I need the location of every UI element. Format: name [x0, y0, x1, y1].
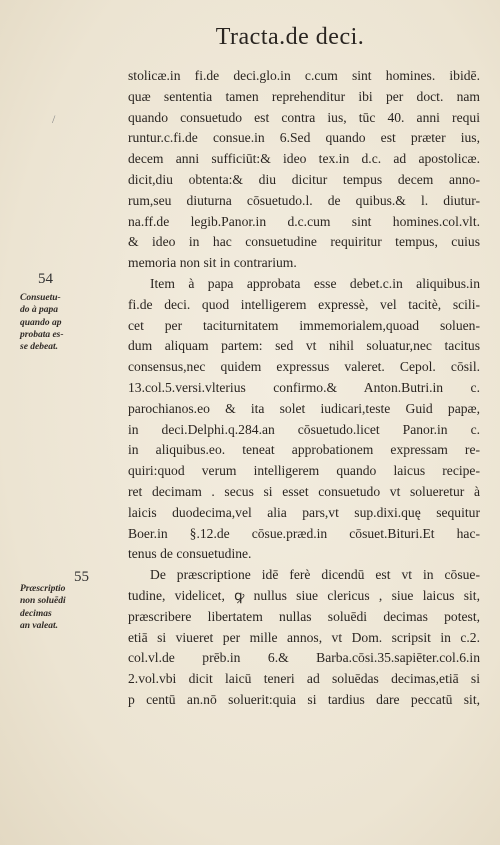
marginal-note-line: Præscriptio	[20, 584, 66, 594]
text-line: memoria non sit in contrarium.	[128, 255, 297, 271]
text-line: ret decimam . secus si esset consuetudo vt solueretur à	[128, 483, 480, 499]
running-header: Tracta.de deci.	[215, 24, 365, 50]
text-line: tenus de consuetudine.	[128, 546, 252, 562]
text-line: dum aliquam partem: sed vt nihil soluatur,nec tacitus	[128, 338, 480, 354]
paragraph-start-line: Item à papa approbata esse debet.c.in aliquibus.in	[150, 275, 480, 291]
section-number: 54	[38, 271, 53, 287]
marginal-note	[20, 292, 124, 353]
marginal-note-line: probata es-	[20, 329, 64, 340]
text-line: etiā si viueret per mille annos, vt Dom. scripsit in c.2.	[128, 629, 480, 645]
text-line: stolicæ.in fi.de deci.glo.in c.cum sint homines. ibidē.	[128, 68, 480, 83]
marginal-note-line: se debeat.	[20, 342, 58, 353]
text-line: parochianos.eo & ita solet iudicari,teste Guid papæ,	[128, 400, 480, 416]
text-line: rum,seu diuturna cōsuetudo.l. de quibus.& l. diutur-	[128, 192, 480, 208]
marginal-note-line: Consuetu-	[20, 293, 61, 303]
text-line: runtur.c.fi.de consue.in 6.Sed quando est præter ius,	[128, 130, 480, 146]
text-line: p centū an.nō soluerit:quia si tardius dare peccatū sit,	[128, 691, 480, 707]
text-line: cet per taciturnitatem immemorialem,quoad soluen-	[128, 317, 480, 333]
text-line: quiri:quod verum intelligerem quando laicus recipe-	[128, 463, 480, 479]
marginal-note-line: non soluēdi	[20, 596, 66, 607]
marginal-note-line: an valeat.	[20, 620, 58, 631]
text-line: 2.vol.vbi dicit laicū teneri ad soluēdas decimas,etiā si	[128, 671, 480, 687]
text-line: in aliquibus.eo. teneat approbationem expressam re-	[128, 442, 480, 458]
paragraph-start-line: De præscriptione idē ferè dicendū est vt in cōsue-	[150, 567, 480, 583]
marginal-note-line: quando ap	[20, 317, 62, 328]
text-line: 13.col.5.versi.vlterius confirmo.& Anton.Butri.in c.	[128, 379, 480, 395]
marginal-note-line: do à papa	[20, 305, 58, 316]
text-line: quæ sententia tamen reprehenditur ibi per doct. nam	[128, 88, 480, 104]
text-line: & ideo in hac consuetudine requiritur tempus, cuius	[128, 234, 480, 250]
text-line: dicit,diu obtenta:& diu dicitur tempus decem anno-	[128, 171, 480, 187]
text-line: quando consuetudo est contra ius, tūc 40. anni requi	[128, 109, 480, 125]
marginal-note-line: decimas	[20, 608, 52, 619]
text-line: consensus,nec quidem expressus valeret. Cepol. cōsil.	[128, 359, 480, 375]
text-line: laicis duodecima,vel alia pars,vt sup.dixi.quę sequitur	[128, 504, 480, 520]
margin-mark: /	[52, 112, 56, 126]
marginal-note	[20, 583, 124, 632]
text-line: decem anni sufficiūt:& ideo tex.in d.c. ad apostolicæ.	[128, 151, 480, 167]
text-line: fi.de deci. quod intelligerem expressè, vel tacitè, scili-	[128, 296, 480, 312]
text-line: na.ff.de legib.Panor.in d.c.cum sint homines.col.vlt.	[128, 213, 480, 229]
text-line: Boer.in §.12.de cōsue.præd.in cōsuet.Bituri.Et hac-	[128, 525, 480, 541]
text-line: præscribere libertatem nullas soluēdi decimas potest,	[128, 608, 480, 624]
text-line: col.vl.de prēb.in 6.& Barba.cōsi.35.sapiēter.col.6.in	[128, 650, 480, 666]
text-line: tudine, videlicet, ꝙ nullus siue clericus , siue laicus sit,	[128, 587, 480, 603]
text-line: in deci.Delphi.q.284.an cōsuetudo.licet Panor.in c.	[128, 421, 480, 437]
section-number: 55	[74, 569, 89, 585]
main-text-block	[128, 66, 480, 711]
